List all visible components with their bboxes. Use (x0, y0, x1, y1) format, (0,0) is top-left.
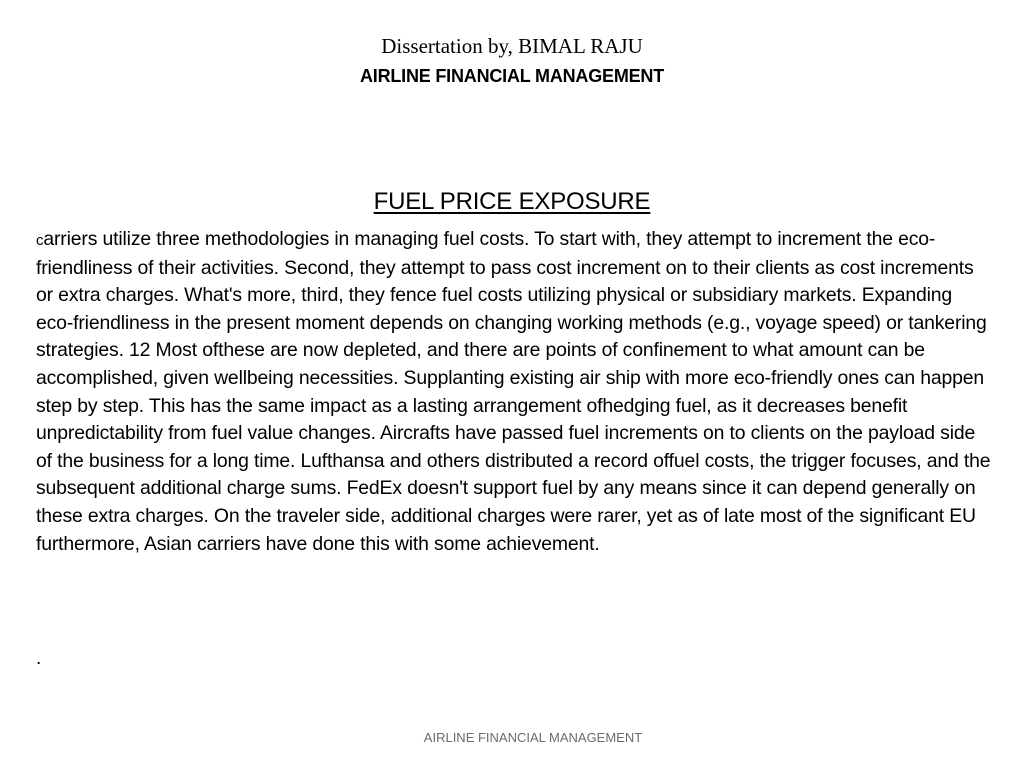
body-first-letter: c (36, 232, 44, 249)
body-text: arriers utilize three methodologies in managing fuel costs. To start with, they attempt to increment the eco-friendliness of their activities. Second, they attempt to pass cost increment on to their clients as cost increments or extra charges. What's more, third, they fence fuel costs utilizing physical or subsidiary markets. Expanding eco-friendliness in the present moment depends on changing working methods (e.g., voyage speed) or tankering strategies. 12 Most ofthese are now depleted, and there are points of confinement to what amount can be accomplished, given wellbeing necessities. Supplanting existing air ship with more eco-friendly ones can happen step by step. This has the same impact as a lasting arrangement ofhedging fuel, as it decreases benefit unpredictability from fuel value changes. Aircrafts have passed fuel increments on to clients on the payload side of the business for a long time. Lufthansa and others distributed a record offuel costs, the trigger focuses, and the subsequent additional charge sums. FedEx doesn't support fuel by any means since it can depend generally on these extra charges. On the traveler side, additional charges were rarer, yet as of late most of the significant EU furthermore, Asian carriers have done this with some achievement. (36, 228, 991, 555)
section-heading: FUEL PRICE EXPOSURE (373, 188, 651, 215)
footer-text: AIRLINE FINANCIAL MANAGEMENT (423, 730, 643, 745)
author-line: Dissertation by, BIMAL RAJU (381, 34, 643, 58)
trailing-mark: . (36, 648, 42, 669)
document-title: AIRLINE FINANCIAL MANAGEMENT (359, 66, 665, 86)
body-paragraph (36, 226, 994, 558)
